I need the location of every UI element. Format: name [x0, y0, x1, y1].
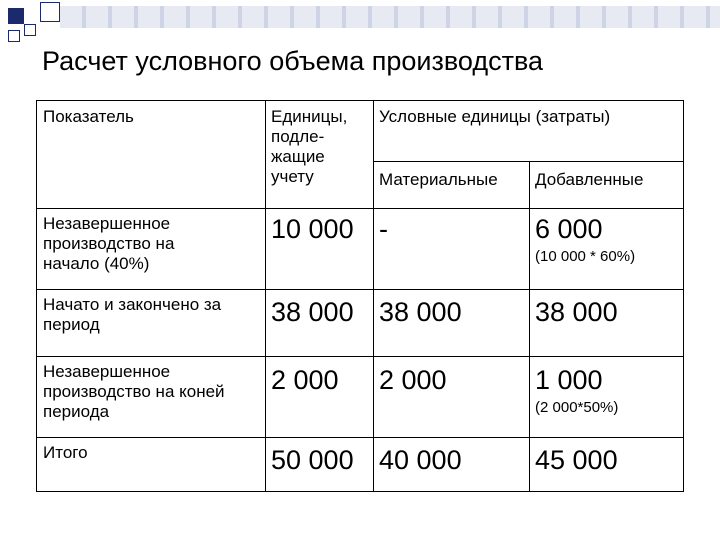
row-units-value: 10 000: [271, 214, 354, 244]
row-added-value: 45 000: [535, 445, 618, 475]
corner-square-decoration: [24, 24, 36, 36]
table-row-label: Итого: [43, 443, 88, 462]
row-added-value: 38 000: [535, 297, 618, 327]
row-materials-value: 38 000: [379, 297, 462, 327]
production-table: [36, 100, 684, 492]
row-added-cell: [529, 208, 685, 272]
row-units-value: 38 000: [271, 297, 354, 327]
corner-square-decoration: [40, 2, 60, 22]
header-band-decoration: [60, 6, 720, 28]
row-units-value: 50 000: [271, 445, 354, 475]
row-added-value: 6 000: [535, 214, 603, 244]
table-divider: [373, 161, 683, 162]
row-added-note: (10 000 * 60%): [535, 248, 636, 265]
row-materials-value: -: [379, 214, 388, 244]
header-materials: Материальные: [379, 170, 498, 189]
header-added: Добавленные: [535, 170, 644, 189]
row-units-value: 2 000: [271, 365, 339, 395]
row-added-cell: [529, 359, 685, 423]
table-row-label: Начато и закончено за период: [43, 295, 222, 334]
header-conditional-units: Условные единицы (затраты): [379, 107, 611, 126]
row-materials-value: 40 000: [379, 445, 462, 475]
header-units: Единицы, подле- жащие учету: [271, 107, 348, 186]
page-title: Расчет условного объема производства: [42, 46, 544, 76]
row-added-value: 1 000: [535, 365, 603, 395]
table-row-label: Незавершенное производство на коней периода: [43, 362, 225, 421]
header-indicator: Показатель: [43, 107, 134, 126]
table-row-label: Незавершенное производство на начало (40%): [43, 214, 175, 273]
row-added-note: (2 000*50%): [535, 399, 619, 416]
corner-square-decoration: [8, 8, 24, 24]
corner-square-decoration: [8, 30, 20, 42]
row-materials-value: 2 000: [379, 365, 447, 395]
